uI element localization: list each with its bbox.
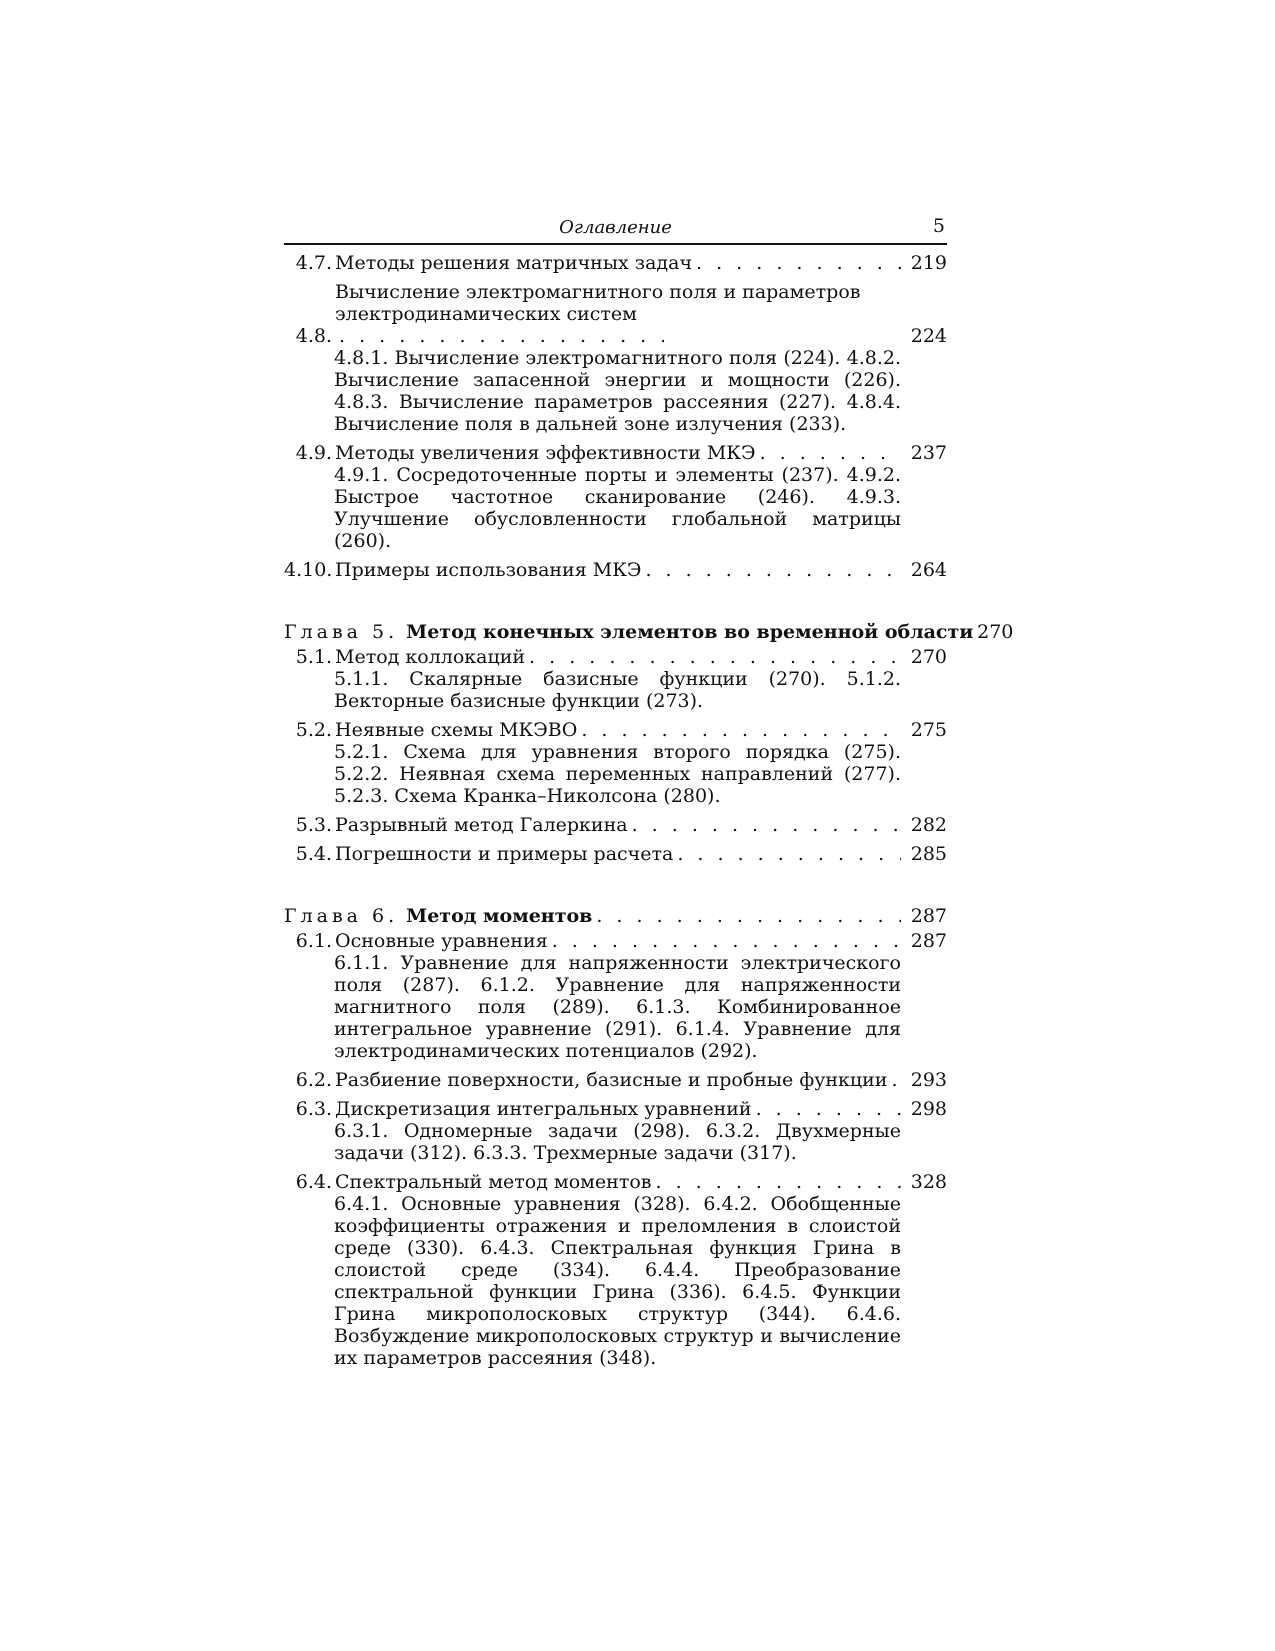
toc-entry-6-2[interactable] (284, 1069, 947, 1091)
toc-entry-5-1[interactable] (284, 646, 947, 668)
section-title: Спектральный метод моментов (335, 1171, 652, 1193)
subsection-list: 5.1.1. Скалярные базисные функции (270). 5.1.2. Векторные базисные функции (273). (334, 668, 901, 712)
toc-chapter-6[interactable] (284, 904, 947, 928)
leader-dots (592, 904, 901, 928)
running-title: Оглавление (559, 217, 672, 238)
toc-entry-6-1[interactable] (284, 930, 947, 952)
section-page: 264 (910, 559, 947, 581)
section-number: 6.2. (295, 1069, 332, 1091)
section-page: 285 (910, 843, 947, 865)
leader-dots (652, 1171, 902, 1193)
section-page: 224 (910, 325, 947, 347)
chapter-title: Метод конечных элементов во временной области (406, 621, 974, 643)
subsection-list: 4.8.1. Вычисление электромагнитного поля (224). 4.8.2. Вычисление запасенной энергии и мощности (226). 4.8.3. Вычисление параметров рассеяния (227). 4.8.4. Вычисление поля в дальней зоне излучения (233). (334, 347, 901, 435)
section-title: Примеры использования МКЭ (335, 559, 642, 581)
table-of-contents (284, 252, 1014, 1369)
section-title: Метод коллокаций (335, 646, 526, 668)
toc-entry-4-10[interactable] (284, 559, 947, 581)
running-header (284, 213, 947, 245)
toc-chapter-5[interactable] (284, 620, 1014, 644)
section-title: Погрешности и примеры расчета (335, 843, 674, 865)
section-page: 219 (910, 252, 947, 274)
toc-entry-4-8[interactable] (284, 281, 947, 347)
leader-dots (577, 719, 901, 741)
subsection-list: 6.1.1. Уравнение для напряженности электрического поля (287). 6.1.2. Уравнение для напряженности магнитного поля (289). 6.1.3. Комбинированное интегральное уравнение (291). 6.1.4. Уравнение для электродинамических потенциалов (292). (334, 952, 901, 1062)
section-number: 4.10. (284, 559, 333, 581)
section-page: 287 (910, 930, 947, 952)
toc-entry-5-3[interactable] (284, 814, 947, 836)
document-page (284, 213, 1014, 1369)
section-number: 6.1. (295, 930, 332, 952)
leader-dots (752, 1098, 901, 1120)
section-title: Разрывный метод Галеркина (335, 814, 628, 836)
leader-dots (548, 930, 901, 952)
section-page: 270 (910, 646, 947, 668)
section-number: 4.7. (295, 252, 332, 274)
section-title: Неявные схемы МКЭВО (335, 719, 578, 741)
section-page: 237 (910, 442, 947, 464)
section-number: 5.4. (295, 843, 332, 865)
section-number: 5.3. (295, 814, 332, 836)
subsection-list: 5.2.1. Схема для уравнения второго порядка (275). 5.2.2. Неявная схема переменных направлений (277). 5.2.3. Схема Кранка–Николсона (280). (334, 741, 901, 807)
leader-dots (335, 325, 664, 347)
chapter-label: Глава 5. (284, 621, 399, 643)
subsection-list: 6.3.1. Одномерные задачи (298). 6.3.2. Двухмерные задачи (312). 6.3.3. Трехмерные задачи (317). (334, 1120, 901, 1164)
section-number: 4.8. (295, 325, 332, 347)
leader-dots (628, 814, 901, 836)
section-page: 328 (910, 1171, 947, 1193)
leader-dots (887, 1069, 901, 1091)
section-title: Основные уравнения (335, 930, 548, 952)
section-number: 5.1. (295, 646, 332, 668)
section-title: Дискретизация интегральных уравнений (335, 1098, 752, 1120)
chapter-page: 270 (977, 621, 1014, 643)
section-number: 6.3. (295, 1098, 332, 1120)
leader-dots (692, 252, 901, 274)
section-title: Методы увеличения эффективности МКЭ (335, 442, 756, 464)
toc-entry-6-3[interactable] (284, 1098, 947, 1120)
chapter-label: Глава 6. (284, 905, 399, 927)
section-title: Вычисление электромагнитного поля и параметров электродинамических систем. . . (335, 281, 907, 347)
toc-entry-4-7[interactable] (284, 252, 947, 274)
toc-entry-5-2[interactable] (284, 719, 947, 741)
section-page: 298 (910, 1098, 947, 1120)
section-number: 6.4. (295, 1171, 332, 1193)
chapter-title: Метод моментов (406, 905, 593, 927)
toc-entry-6-4[interactable] (284, 1171, 947, 1193)
section-number: 5.2. (295, 719, 332, 741)
section-title: Разбиение поверхности, базисные и пробные функции (335, 1069, 888, 1091)
subsection-list: 6.4.1. Основные уравнения (328). 6.4.2. Обобщенные коэффициенты отражения и преломления в слоистой среде (330). 6.4.3. Спектральная функция Грина в слоистой среде (334). 6.4.4. Преобразование спектральной функции Грина (336). 6.4.5. Функции Грина микрополосковых структур (344). 6.4.6. Возбуждение микрополосковых структур и вычисление их параметров рассеяния (348). (334, 1193, 901, 1369)
leader-dots (525, 646, 901, 668)
section-page: 282 (910, 814, 947, 836)
subsection-list: 4.9.1. Сосредоточенные порты и элементы (237). 4.9.2. Быстрое частотное сканирование (246). 4.9.3. Улучшение обусловленности глобальной матрицы (260). (334, 464, 901, 552)
section-page: 293 (910, 1069, 947, 1091)
toc-entry-4-9[interactable] (284, 442, 947, 464)
leader-dots (641, 559, 901, 581)
leader-dots (673, 843, 901, 865)
section-page: 275 (910, 719, 947, 741)
toc-entry-5-4[interactable] (284, 843, 947, 865)
page-number: 5 (932, 215, 945, 237)
leader-dots (756, 442, 901, 464)
section-title: Методы решения матричных задач (335, 252, 693, 274)
chapter-page: 287 (910, 905, 947, 927)
section-number: 4.9. (295, 442, 332, 464)
